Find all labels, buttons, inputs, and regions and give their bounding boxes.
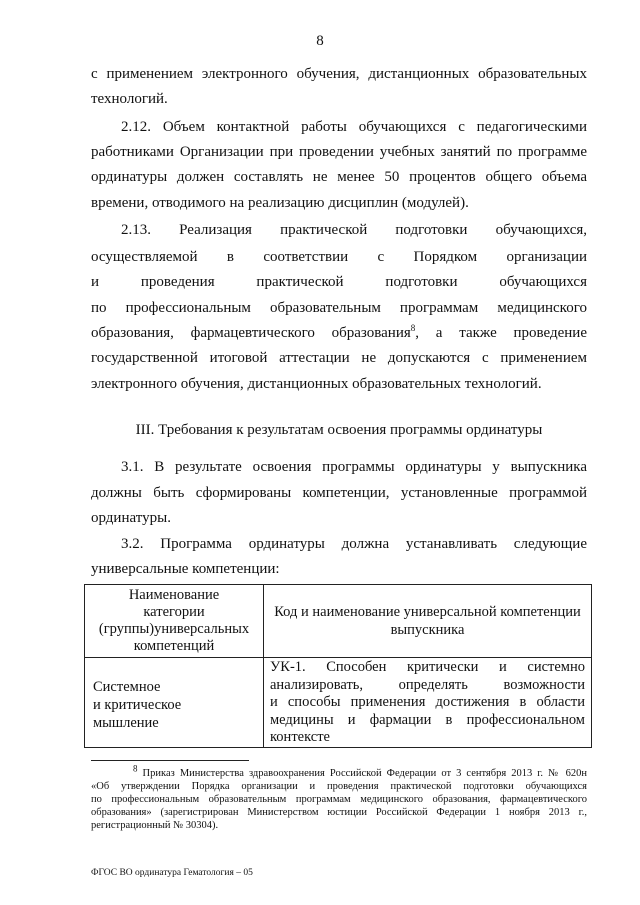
paragraph-line: должны быть сформированы компетенции, установленные программой bbox=[91, 485, 587, 501]
header-line: выпускника bbox=[390, 622, 465, 638]
page-footer: ФГОС ВО ординатура Гематология – 05 bbox=[91, 868, 253, 878]
cell-line: мышление bbox=[93, 715, 159, 731]
paragraph-line: по профессиональным образовательным программам медицинского bbox=[91, 300, 587, 316]
header-line: Наименование bbox=[128, 587, 220, 603]
paragraph-line: ординатуры. bbox=[91, 510, 171, 526]
paragraph-line: времени, отводимого на реализацию дисциплин (модулей). bbox=[91, 195, 469, 211]
header-line: Код и наименование универсальной компетенции bbox=[274, 604, 581, 620]
cell-line: и способы применения достижения в области bbox=[270, 694, 585, 711]
table-row bbox=[85, 658, 592, 748]
header-line: категории bbox=[143, 604, 205, 620]
table-header-row bbox=[85, 585, 592, 658]
competencies-table bbox=[84, 584, 592, 748]
cell-line: контексте bbox=[270, 729, 330, 746]
category-cell bbox=[85, 658, 264, 748]
paragraph-line: универсальные компетенции: bbox=[91, 561, 280, 577]
paragraph-text: , а также проведение bbox=[415, 325, 587, 341]
paragraph-line: ординатуры должен составлять не менее 50 процентов общего объема bbox=[91, 169, 587, 185]
footnote-line bbox=[133, 763, 587, 781]
paragraph-line: 3.1. В результате освоения программы ординатуры у выпускника bbox=[121, 459, 587, 475]
paragraph-line: с применением электронного обучения, дистанционных образовательных bbox=[91, 66, 587, 82]
paragraph-line bbox=[91, 321, 587, 346]
header-competence-cell bbox=[264, 585, 592, 658]
paragraph-line: работниками Организации при проведении учебных занятий по программе bbox=[91, 144, 587, 160]
paragraph-line: 3.2. Программа ординатуры должна устанавливать следующие bbox=[121, 536, 587, 552]
paragraph-line: и проведения практической подготовки обучающихся bbox=[91, 274, 587, 290]
competence-cell bbox=[264, 658, 592, 748]
page-number: 8 bbox=[316, 33, 324, 49]
paragraph-line: электронного обучения, дистанционных образовательных технологий. bbox=[91, 376, 542, 392]
footnote-marker: 8 bbox=[133, 763, 138, 774]
paragraph-line: 2.13. Реализация практической подготовки обучающихся, bbox=[121, 222, 587, 238]
footnote-line: регистрационный № 30304). bbox=[91, 820, 219, 831]
paragraph-text: образования, фармацевтического образования bbox=[91, 325, 411, 341]
cell-line: УК-1. Способен критически и системно bbox=[270, 659, 585, 675]
footnote-line: образования» (зарегистрирован Министерством юстиции Российской Федерации 1 ноября 2013 г., bbox=[91, 807, 587, 818]
footnote-line: по профессиональным образовательным программам медицинского образования, фармацевтического bbox=[91, 794, 587, 805]
paragraph-line: 2.12. Объем контактной работы обучающихся с педагогическими bbox=[121, 119, 587, 135]
header-line: (группы)универсальных bbox=[98, 621, 250, 637]
footnote-line: «Об утверждении Порядка организации и проведения практической подготовки обучающихся bbox=[91, 781, 587, 792]
cell-line: медицины и фармации в профессиональном bbox=[270, 711, 585, 728]
paragraph-line: государственной итоговой аттестации не допускаются с применением bbox=[91, 350, 587, 366]
cell-line: анализировать, определять возможности bbox=[270, 676, 585, 693]
paragraph-line: технологий. bbox=[91, 91, 168, 107]
footnote-reference[interactable]: 8 bbox=[410, 323, 416, 333]
footnote-separator bbox=[91, 760, 249, 761]
cell-line: и критическое bbox=[93, 697, 182, 713]
cell-line: Системное bbox=[93, 679, 161, 695]
footnote-text: Приказ Министерства здравоохранения Российской Федерации от 3 сентября 2013 г. № 620н bbox=[137, 768, 587, 779]
header-line: компетенций bbox=[133, 638, 215, 654]
header-category-cell bbox=[85, 585, 264, 658]
section-heading: III. Требования к результатам освоения программы ординатуры bbox=[135, 422, 543, 438]
paragraph-line: осуществляемой в соответствии с Порядком организации bbox=[91, 249, 587, 265]
